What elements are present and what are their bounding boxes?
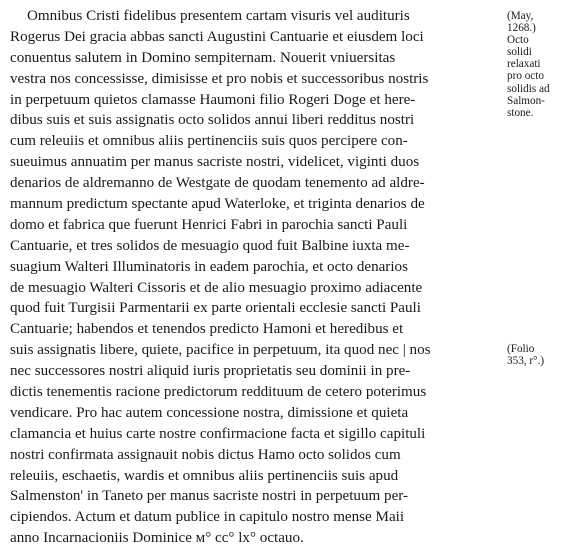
charter-line: clamancia et huius carte nostre confirmacione facta et sigillo capituli (10, 425, 426, 442)
charter-line: domo et fabrica que fuerunt Henrici Fabri in parochia sancti Pauli (10, 216, 408, 233)
charter-line: conuentus salutem in Domino sempiternam. Nouerit vniuersitas (10, 49, 396, 66)
margin-note-line: relaxati (507, 58, 541, 71)
margin-note-line: Salmon- (507, 94, 545, 107)
charter-line: nec successores nostri aliquid iuris proprietatis seu dominii in pre- (10, 363, 411, 380)
margin-note-line: stone. (507, 106, 534, 119)
charter-line: anno Incarnacioniis Dominice ᴍ° cc° lx° octauo. (10, 530, 304, 547)
charter-line: mannum predictum spectante apud Waterloke, et triginta denarios de (10, 196, 425, 213)
margin-note-folio (507, 343, 573, 367)
charter-line: vestra nos concessisse, dimisisse et pro nobis et successoribus nostris (10, 70, 429, 87)
margin-note-date (507, 10, 573, 119)
charter-line: in perpetuum quietos clamasse Haumoni filio Rogeri Doge et here- (10, 91, 416, 108)
charter-line: Cantuarie; habendos et tenendos predicto Hamoni et heredibus et (10, 321, 404, 338)
margin-note-line: (Folio (507, 343, 535, 355)
charter-line: de mesuagio Walteri Cissoris et de alio mesuagio proximo adiacente (10, 279, 423, 296)
margin-note-line: 1268.) (507, 22, 536, 35)
charter-text (10, 6, 504, 549)
charter-line: cipiendos. Actum et datum publice in capitulo nostro mense Maii (10, 509, 405, 526)
charter-line: denarios de aldremanno de Westgate de quodam tenemento ad aldre- (10, 175, 425, 192)
charter-line: cum releuiis et omnibus aliis pertinenciis suis quos percipere con- (10, 133, 408, 150)
charter-line: Omnibus Cristi fidelibus presentem cartam visuris vel audituris (27, 8, 410, 24)
margin-note-line: (May, (507, 10, 534, 22)
margin-note-line: 353, r°.) (507, 355, 545, 368)
charter-line: suagium Walteri Illuminatoris in eadem parochia, et octo denarios (10, 258, 408, 275)
charter-line: Cantuarie, et tres solidos de mesuagio quod fuit Balbine iuxta me- (10, 237, 410, 254)
charter-line: quod fuit Turgisii Parmentarii ex parte orientali ecclesie sancti Pauli (10, 300, 421, 317)
charter-line: sueuimus annuatim per manus sacriste nostri, videlicet, viginti duos (10, 154, 420, 171)
charter-line: Rogerus Dei gracia abbas sancti Augustini Cantuarie et eiusdem loci (10, 28, 424, 45)
margin-note-line: pro octo (507, 70, 544, 83)
charter-line: dictis tenementis racione predictorum reddituum de cetero poterimus (10, 384, 427, 401)
charter-line: nostri confirmata assignauit nobis dictus Hamo octo solidos cum (10, 446, 401, 463)
margin-note-line: solidi (507, 46, 532, 59)
charter-line: releuiis, eschaetis, wardis et omnibus aliis pertinenciis suis apud (10, 467, 399, 484)
margin-note-line: solidis ad (507, 82, 550, 95)
charter-line: suis assignatis libere, quiete, pacifice in perpetuum, ita quod nec | nos (10, 342, 431, 359)
charter-line: Salmenston' in Taneto per manus sacriste nostri in perpetuum per- (10, 488, 409, 505)
charter-line: dibus suis et suis assignatis octo solidos annui liberi redditus nostri (10, 112, 415, 129)
margin-note-line: Octo (507, 34, 529, 47)
charter-line: vendicare. Pro hac autem concessione nostra, dimissione et quieta (10, 404, 409, 421)
